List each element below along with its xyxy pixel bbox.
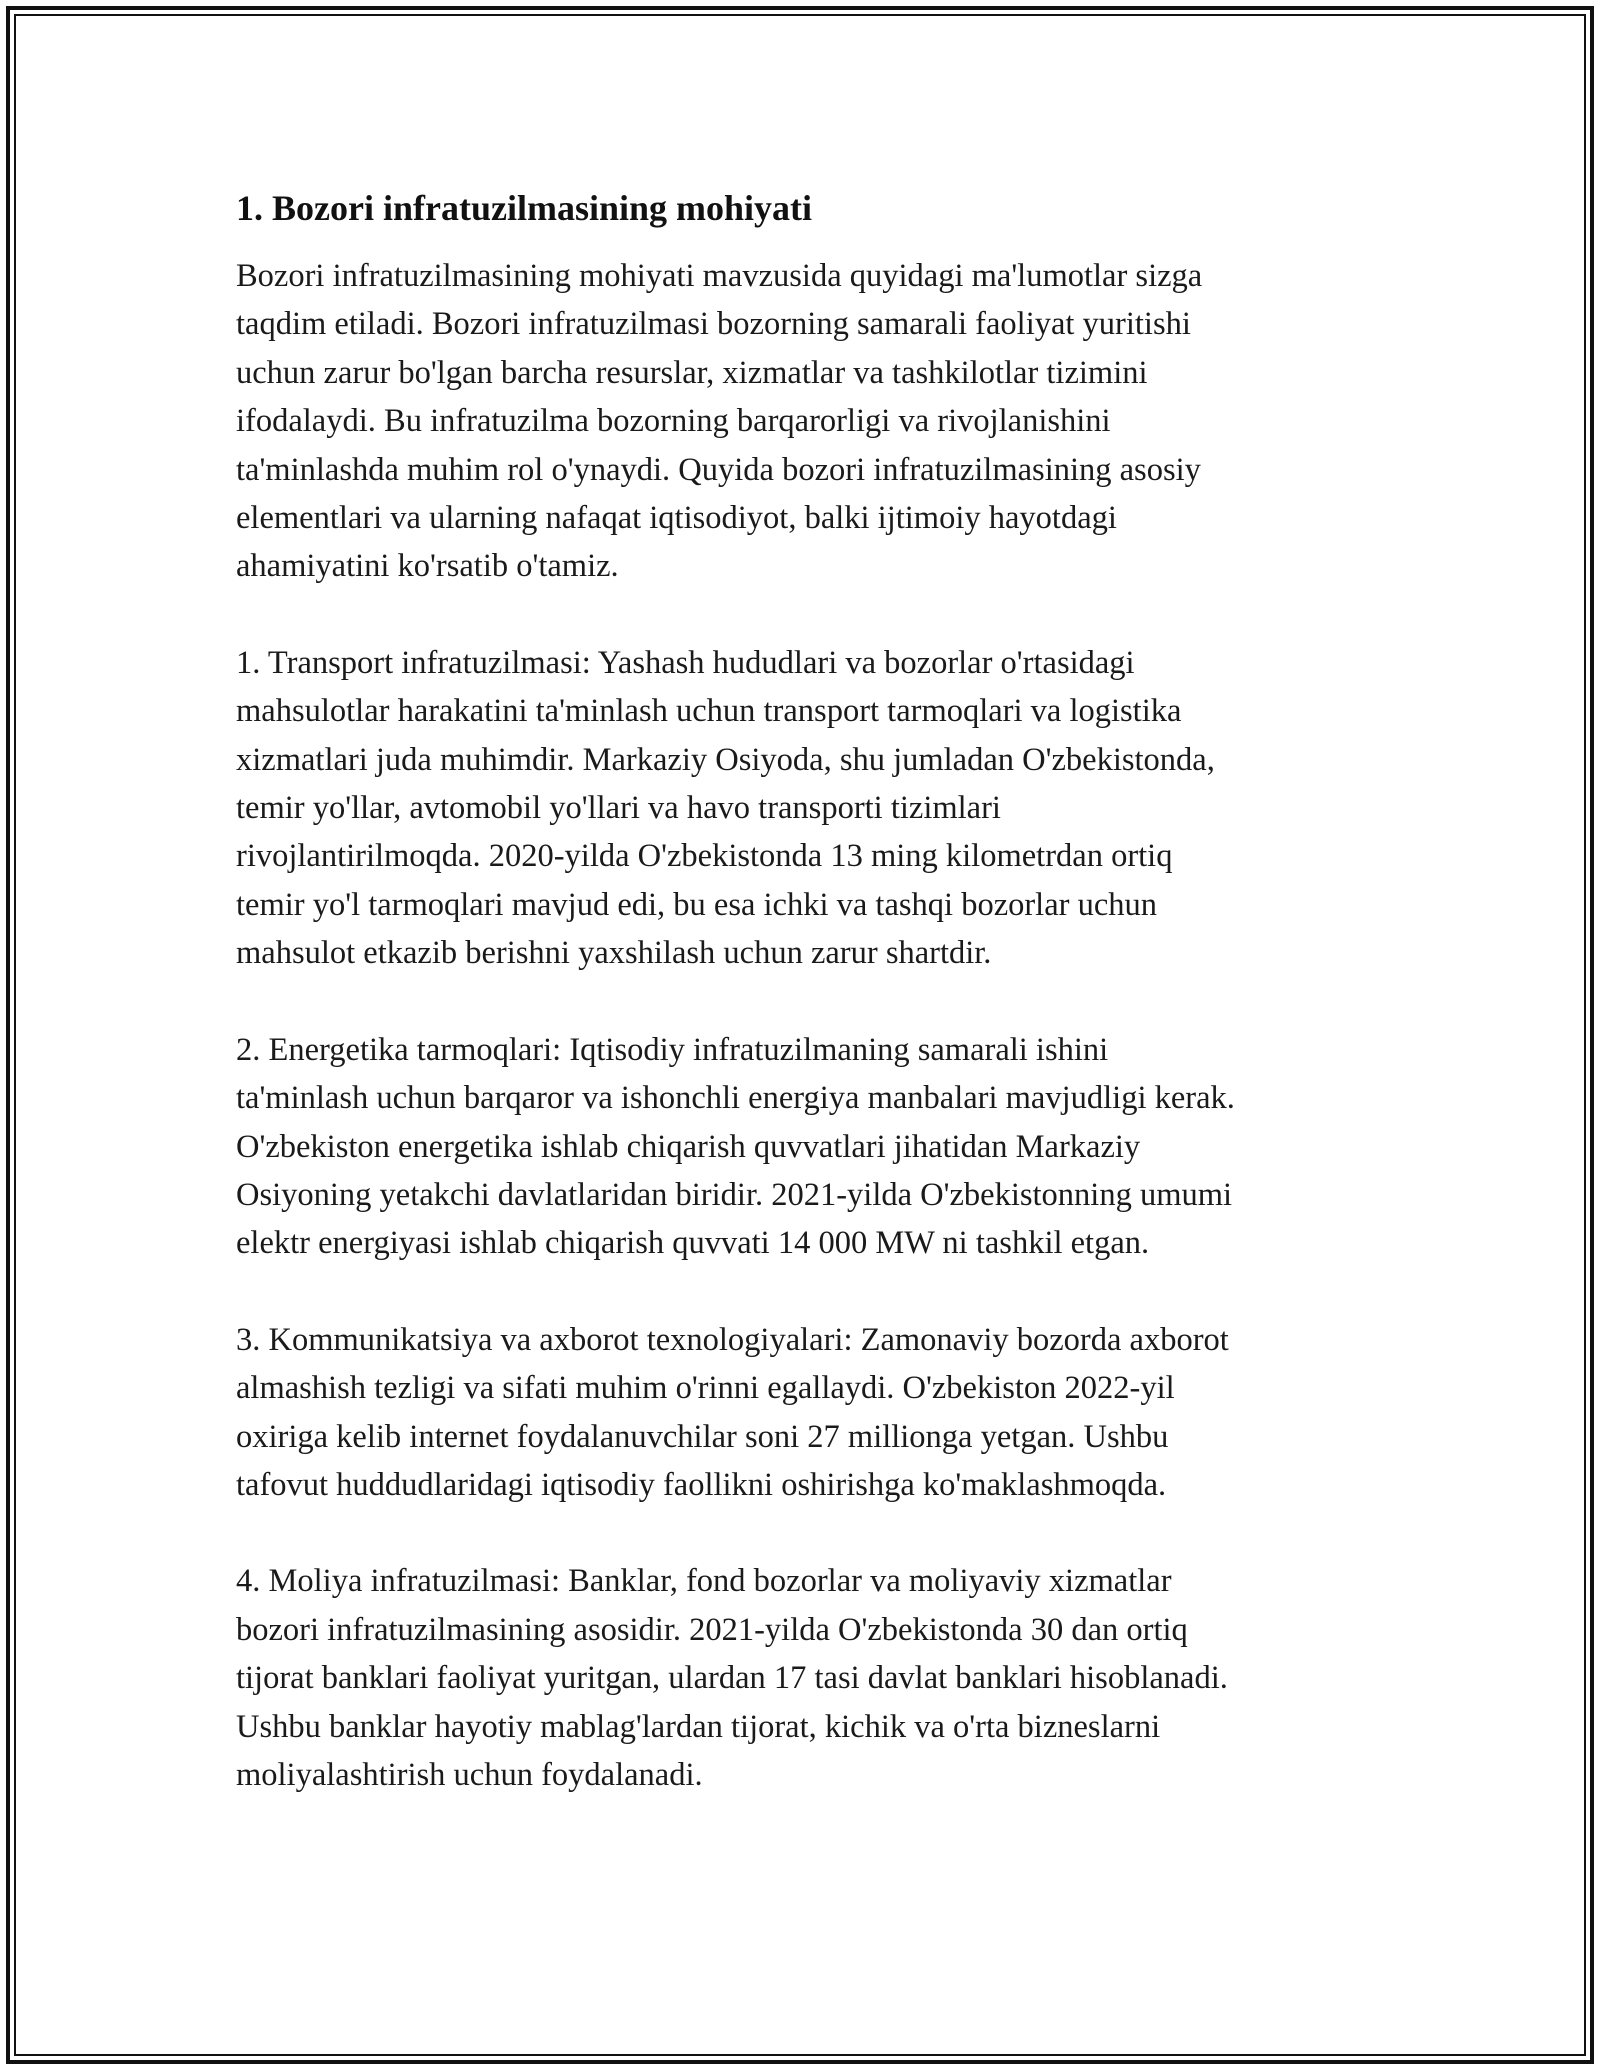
- paragraph-line: 1. Transport infratuzilmasi: Yashash hududlari va bozorlar o'rtasidagi: [236, 644, 1135, 681]
- paragraph-line: Osiyoning yetakchi davlatlaridan biridir. 2021-yilda O'zbekistonning umumi: [236, 1176, 1233, 1213]
- paragraph-list: [236, 252, 1370, 1799]
- list-item-paragraph: [236, 1316, 1370, 1510]
- document-body: [236, 186, 1370, 1847]
- paragraph-line: mahsulotlar harakatini ta'minlash uchun transport tarmoqlari va logistika: [236, 693, 1182, 730]
- paragraph-line: Ushbu banklar hayotiy mablag'lardan tijorat, kichik va o'rta bizneslarni: [236, 1708, 1161, 1745]
- paragraph-line: moliyalashtirish uchun foydalanadi.: [236, 1756, 703, 1793]
- list-item-paragraph: [236, 639, 1370, 978]
- paragraph-line: taqdim etiladi. Bozori infratuzilmasi bozorning samarali faoliyat yuritishi: [236, 306, 1191, 343]
- paragraph-line: elementlari va ularning nafaqat iqtisodiyot, balki ijtimoiy hayotdagi: [236, 500, 1117, 537]
- paragraph-line: 4. Moliya infratuzilmasi: Banklar, fond bozorlar va moliyaviy xizmatlar: [236, 1563, 1172, 1600]
- section-title: 1. Bozori infratuzilmasining mohiyati: [236, 188, 812, 228]
- paragraph-line: uchun zarur bo'lgan barcha resurslar, xizmatlar va tashkilotlar tizimini: [236, 354, 1148, 391]
- paragraph-line: temir yo'l tarmoqlari mavjud edi, bu esa ichki va tashqi bozorlar uchun: [236, 886, 1158, 923]
- intro-paragraph: [236, 252, 1370, 591]
- paragraph-line: almashish tezligi va sifati muhim o'rinni egallaydi. O'zbekiston 2022-yil: [236, 1370, 1175, 1407]
- paragraph-line: ta'minlash uchun barqaror va ishonchli energiya manbalari mavjudligi kerak.: [236, 1080, 1235, 1117]
- paragraph-line: Bozori infratuzilmasining mohiyati mavzusida quyidagi ma'lumotlar sizga: [236, 258, 1203, 294]
- paragraph-line: ahamiyatini ko'rsatib o'tamiz.: [236, 548, 619, 585]
- paragraph-line: elektr energiyasi ishlab chiqarish quvvati 14 000 MW ni tashkil etgan.: [236, 1225, 1150, 1262]
- paragraph-line: O'zbekiston energetika ishlab chiqarish quvvatlari jihatidan Markaziy: [236, 1128, 1141, 1165]
- paragraph-line: tafovut huddudlaridagi iqtisodiy faollikni oshirishga ko'maklashmoqda.: [236, 1466, 1167, 1503]
- paragraph-line: 3. Kommunikatsiya va axborot texnologiyalari: Zamonaviy bozorda axborot: [236, 1321, 1229, 1358]
- paragraph-line: 2. Energetika tarmoqlari: Iqtisodiy infratuzilmaning samarali ishini: [236, 1031, 1109, 1068]
- paragraph-line: bozori infratuzilmasining asosidir. 2021-yilda O'zbekistonda 30 dan ortiq: [236, 1611, 1188, 1648]
- paragraph-line: ta'minlashda muhim rol o'ynaydi. Quyida bozori infratuzilmasining asosiy: [236, 451, 1201, 488]
- paragraph-line: mahsulot etkazib berishni yaxshilash uchun zarur shartdir.: [236, 935, 992, 972]
- paragraph-line: temir yo'llar, avtomobil yo'llari va havo transporti tizimlari: [236, 790, 1001, 827]
- paragraph-line: tijorat banklari faoliyat yuritgan, ulardan 17 tasi davlat banklari hisoblanadi.: [236, 1660, 1228, 1697]
- paragraph-line: oxiriga kelib internet foydalanuvchilar soni 27 millionga yetgan. Ushbu: [236, 1418, 1169, 1455]
- list-item-paragraph: [236, 1026, 1370, 1268]
- list-item-paragraph: [236, 1557, 1370, 1799]
- paragraph-line: ifodalaydi. Bu infratuzilma bozorning barqarorligi va rivojlanishini: [236, 403, 1111, 440]
- paragraph-line: rivojlantirilmoqda. 2020-yilda O'zbekistonda 13 ming kilometrdan ortiq: [236, 838, 1173, 875]
- paragraph-line: xizmatlari juda muhimdir. Markaziy Osiyoda, shu jumladan O'zbekistonda,: [236, 741, 1215, 778]
